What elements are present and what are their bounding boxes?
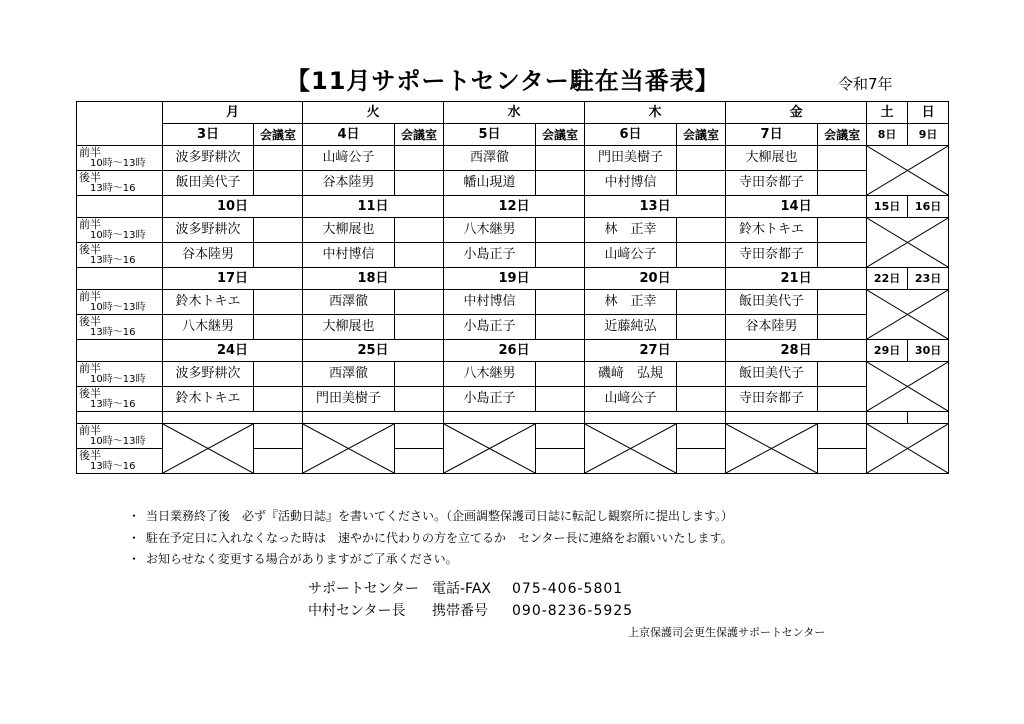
empty-date-cell: [163, 412, 303, 424]
meeting-room-cell: [536, 315, 585, 340]
shift-label-name: 後半: [79, 387, 101, 400]
day-of-week-header: 土: [867, 102, 908, 124]
shift-label-name: 前半: [79, 146, 101, 159]
duty-name-cell: 西澤徹: [303, 290, 395, 315]
note-text: 当日業務終了後 必ず『活動日誌』を書いてください。（企画調整保護司日誌に転記し観察所に提出します。）: [146, 509, 734, 523]
first-half-row: [77, 424, 949, 449]
shift-label: [77, 449, 163, 474]
shift-label-name: 前半: [79, 290, 101, 303]
duty-name-cell: 寺田奈都子: [726, 243, 818, 268]
duty-name-cell: 飯田美代子: [726, 290, 818, 315]
duty-name-cell: 八木継男: [444, 362, 536, 387]
meeting-room-cell: [536, 424, 585, 449]
note-text: お知らせなく変更する場合がありますがご了承ください。: [146, 552, 458, 566]
duty-name-cell: 近藤純弘: [585, 315, 677, 340]
corner-cell: [77, 268, 163, 290]
weekend-date-cell: 9日: [908, 124, 949, 146]
meeting-room-cell: [818, 362, 867, 387]
shift-label-name: 後半: [79, 449, 101, 462]
date-row: [77, 340, 949, 362]
contact-name: サポートセンター: [308, 581, 420, 597]
meeting-room-cell: [254, 218, 303, 243]
duty-name-cell: 磯﨑 弘規: [585, 362, 677, 387]
meeting-room-cell: [395, 449, 444, 474]
date-cell: 10日: [163, 196, 303, 218]
date-cell: 12日: [444, 196, 585, 218]
meeting-room-cell: [677, 315, 726, 340]
date-cell: 5日: [444, 124, 536, 146]
duty-name-cell: 鈴木トキエ: [163, 290, 254, 315]
duty-name-cell: 鈴木トキエ: [163, 387, 254, 412]
shift-label-time: 10時～13時: [90, 374, 146, 385]
meeting-room-header: 会議室: [818, 124, 867, 146]
duty-name-cell: 寺田奈都子: [726, 387, 818, 412]
meeting-room-cell: [677, 449, 726, 474]
meeting-room-cell: [536, 243, 585, 268]
shift-label-time: 10時～13時: [90, 302, 146, 313]
shift-label: [77, 243, 163, 268]
shift-label: [77, 362, 163, 387]
shift-label-name: 後半: [79, 171, 101, 184]
contact-info: [308, 578, 633, 622]
meeting-room-header: 会議室: [254, 124, 303, 146]
note-item: [128, 506, 733, 528]
contact-name: 中村センター長: [308, 603, 406, 619]
duty-name-cell: 西澤徹: [444, 146, 536, 171]
closed-day-cross: [585, 424, 677, 474]
date-cell: 25日: [303, 340, 444, 362]
contact-label: 携帯番号: [432, 603, 488, 619]
weekend-closed-cross: [867, 362, 949, 412]
duty-name-cell: 谷本陸男: [163, 243, 254, 268]
closed-day-cross: [303, 424, 395, 474]
duty-name-cell: 大柳展也: [303, 218, 395, 243]
shift-label-name: 後半: [79, 315, 101, 328]
meeting-room-cell: [395, 290, 444, 315]
date-cell: 14日: [726, 196, 867, 218]
meeting-room-cell: [254, 387, 303, 412]
shift-label: [77, 218, 163, 243]
shift-label-time: 10時～13時: [90, 436, 146, 447]
meeting-room-cell: [395, 362, 444, 387]
meeting-room-cell: [818, 290, 867, 315]
meeting-room-cell: [536, 449, 585, 474]
day-of-week-header: 火: [303, 102, 444, 124]
second-half-row: [77, 315, 949, 340]
meeting-room-cell: [536, 171, 585, 196]
meeting-room-cell: [395, 387, 444, 412]
meeting-room-cell: [677, 290, 726, 315]
meeting-room-cell: [818, 424, 867, 449]
day-of-week-header: 日: [908, 102, 949, 124]
date-cell: 19日: [444, 268, 585, 290]
weekend-closed-cross: [867, 290, 949, 340]
meeting-room-cell: [818, 243, 867, 268]
date-row: [77, 124, 949, 146]
duty-name-cell: 林 正幸: [585, 218, 677, 243]
meeting-room-cell: [677, 171, 726, 196]
meeting-room-cell: [536, 146, 585, 171]
empty-date-row: [77, 412, 949, 424]
empty-date-cell: [867, 412, 908, 424]
weekend-closed-cross: [867, 146, 949, 196]
shift-label: [77, 315, 163, 340]
contact-row-center: [308, 578, 633, 600]
duty-name-cell: 山﨑公子: [585, 387, 677, 412]
page-title: 【11月サポートセンター駐在当番表】: [286, 67, 720, 95]
shift-label-time: 13時～16: [90, 327, 136, 338]
shift-label-name: 前半: [79, 218, 101, 231]
shift-label: [77, 290, 163, 315]
meeting-room-cell: [254, 449, 303, 474]
duty-name-cell: 小島正子: [444, 387, 536, 412]
shift-label-name: 後半: [79, 243, 101, 256]
empty-date-cell: [585, 412, 726, 424]
date-cell: 17日: [163, 268, 303, 290]
shift-label-name: 前半: [79, 362, 101, 375]
shift-label-time: 13時～16: [90, 461, 136, 472]
weekend-date-cell: 8日: [867, 124, 908, 146]
second-half-row: [77, 243, 949, 268]
shift-label: [77, 387, 163, 412]
contact-label: 電話-FAX: [432, 581, 491, 597]
meeting-room-cell: [818, 315, 867, 340]
meeting-room-cell: [818, 146, 867, 171]
duty-name-cell: 門田美樹子: [303, 387, 395, 412]
organization-name: 上京保護司会更生保護サポートセンター: [628, 626, 826, 639]
shift-label: [77, 424, 163, 449]
duty-name-cell: 波多野耕次: [163, 146, 254, 171]
meeting-room-cell: [677, 243, 726, 268]
date-cell: 18日: [303, 268, 444, 290]
date-cell: 24日: [163, 340, 303, 362]
day-of-week-header: 水: [444, 102, 585, 124]
era-year: 令和7年: [838, 75, 893, 93]
closed-day-cross: [444, 424, 536, 474]
weekend-date-cell: 23日: [908, 268, 949, 290]
note-text: 駐在予定日に入れなくなった時は 速やかに代わりの方を立てるか センター長に連絡をお願いいたします。: [146, 530, 733, 545]
date-cell: 28日: [726, 340, 867, 362]
shift-label: [77, 171, 163, 196]
duty-name-cell: 波多野耕次: [163, 218, 254, 243]
closed-day-cross: [163, 424, 254, 474]
shift-label-time: 13時～16: [90, 255, 136, 266]
first-half-row: [77, 290, 949, 315]
meeting-room-cell: [818, 449, 867, 474]
shift-label-time: 13時～16: [90, 183, 136, 194]
date-cell: 13日: [585, 196, 726, 218]
date-row: [77, 196, 949, 218]
empty-date-cell: [908, 412, 949, 424]
duty-name-cell: 中村博信: [303, 243, 395, 268]
duty-name-cell: 山﨑公子: [303, 146, 395, 171]
weekend-closed-cross: [867, 424, 949, 474]
date-cell: 26日: [444, 340, 585, 362]
duty-name-cell: 鈴木トキエ: [726, 218, 818, 243]
duty-name-cell: 山﨑公子: [585, 243, 677, 268]
empty-date-cell: [726, 412, 867, 424]
date-cell: 21日: [726, 268, 867, 290]
duty-name-cell: 幡山現道: [444, 171, 536, 196]
closed-day-cross: [726, 424, 818, 474]
meeting-room-cell: [818, 387, 867, 412]
day-of-week-row: [77, 102, 949, 124]
first-half-row: [77, 218, 949, 243]
meeting-room-cell: [677, 424, 726, 449]
duty-name-cell: 寺田奈都子: [726, 171, 818, 196]
meeting-room-header: 会議室: [677, 124, 726, 146]
day-of-week-header: 月: [163, 102, 303, 124]
corner-cell: [77, 340, 163, 362]
meeting-room-cell: [677, 218, 726, 243]
corner-cell: [77, 412, 163, 424]
meeting-room-cell: [254, 424, 303, 449]
meeting-room-cell: [395, 171, 444, 196]
date-cell: 20日: [585, 268, 726, 290]
weekend-date-cell: 22日: [867, 268, 908, 290]
contact-row-director: [308, 600, 633, 622]
meeting-room-cell: [395, 146, 444, 171]
shift-label-time: 10時～13時: [90, 158, 146, 169]
meeting-room-cell: [818, 171, 867, 196]
date-row: [77, 268, 949, 290]
empty-date-cell: [303, 412, 444, 424]
meeting-room-cell: [395, 315, 444, 340]
meeting-room-cell: [536, 290, 585, 315]
meeting-room-cell: [254, 315, 303, 340]
date-cell: 3日: [163, 124, 254, 146]
corner-cell: [77, 196, 163, 218]
first-half-row: [77, 146, 949, 171]
meeting-room-header: 会議室: [395, 124, 444, 146]
contact-number: 075-406-5801: [512, 581, 624, 597]
note-bullet: ・: [128, 530, 141, 545]
weekend-date-cell: 30日: [908, 340, 949, 362]
duty-name-cell: 谷本陸男: [303, 171, 395, 196]
shift-label-time: 13時～16: [90, 399, 136, 410]
date-cell: 27日: [585, 340, 726, 362]
duty-name-cell: 門田美樹子: [585, 146, 677, 171]
meeting-room-cell: [536, 218, 585, 243]
duty-name-cell: 谷本陸男: [726, 315, 818, 340]
duty-name-cell: 飯田美代子: [163, 171, 254, 196]
weekend-date-cell: 29日: [867, 340, 908, 362]
shift-label-time: 10時～13時: [90, 230, 146, 241]
duty-name-cell: 小島正子: [444, 243, 536, 268]
duty-name-cell: 中村博信: [444, 290, 536, 315]
first-half-row: [77, 362, 949, 387]
meeting-room-header: 会議室: [536, 124, 585, 146]
meeting-room-cell: [395, 424, 444, 449]
second-half-row: [77, 171, 949, 196]
shift-label: [77, 146, 163, 171]
note-item: [128, 549, 733, 571]
meeting-room-cell: [395, 218, 444, 243]
corner-cell: [77, 102, 163, 146]
date-cell: 4日: [303, 124, 395, 146]
schedule-table: [76, 101, 949, 474]
duty-name-cell: 八木継男: [444, 218, 536, 243]
meeting-room-cell: [254, 290, 303, 315]
notes-list: [128, 506, 733, 571]
duty-name-cell: 小島正子: [444, 315, 536, 340]
date-cell: 7日: [726, 124, 818, 146]
day-of-week-header: 金: [726, 102, 867, 124]
note-bullet: ・: [128, 509, 141, 523]
weekend-date-cell: 15日: [867, 196, 908, 218]
duty-name-cell: 大柳展也: [726, 146, 818, 171]
weekend-closed-cross: [867, 218, 949, 268]
shift-label-name: 前半: [79, 424, 101, 437]
meeting-room-cell: [254, 146, 303, 171]
duty-name-cell: 大柳展也: [303, 315, 395, 340]
date-cell: 6日: [585, 124, 677, 146]
duty-name-cell: 西澤徹: [303, 362, 395, 387]
weekend-date-cell: 16日: [908, 196, 949, 218]
meeting-room-cell: [818, 218, 867, 243]
meeting-room-cell: [677, 387, 726, 412]
meeting-room-cell: [677, 362, 726, 387]
note-bullet: ・: [128, 552, 141, 566]
meeting-room-cell: [254, 362, 303, 387]
meeting-room-cell: [536, 362, 585, 387]
empty-date-cell: [444, 412, 585, 424]
meeting-room-cell: [254, 243, 303, 268]
note-item: [128, 528, 733, 550]
meeting-room-cell: [677, 146, 726, 171]
meeting-room-cell: [536, 387, 585, 412]
duty-name-cell: 波多野耕次: [163, 362, 254, 387]
duty-name-cell: 中村博信: [585, 171, 677, 196]
contact-number: 090-8236-5925: [512, 603, 634, 619]
meeting-room-cell: [395, 243, 444, 268]
second-half-row: [77, 387, 949, 412]
duty-name-cell: 八木継男: [163, 315, 254, 340]
duty-name-cell: 林 正幸: [585, 290, 677, 315]
day-of-week-header: 木: [585, 102, 726, 124]
meeting-room-cell: [254, 171, 303, 196]
duty-name-cell: 飯田美代子: [726, 362, 818, 387]
date-cell: 11日: [303, 196, 444, 218]
